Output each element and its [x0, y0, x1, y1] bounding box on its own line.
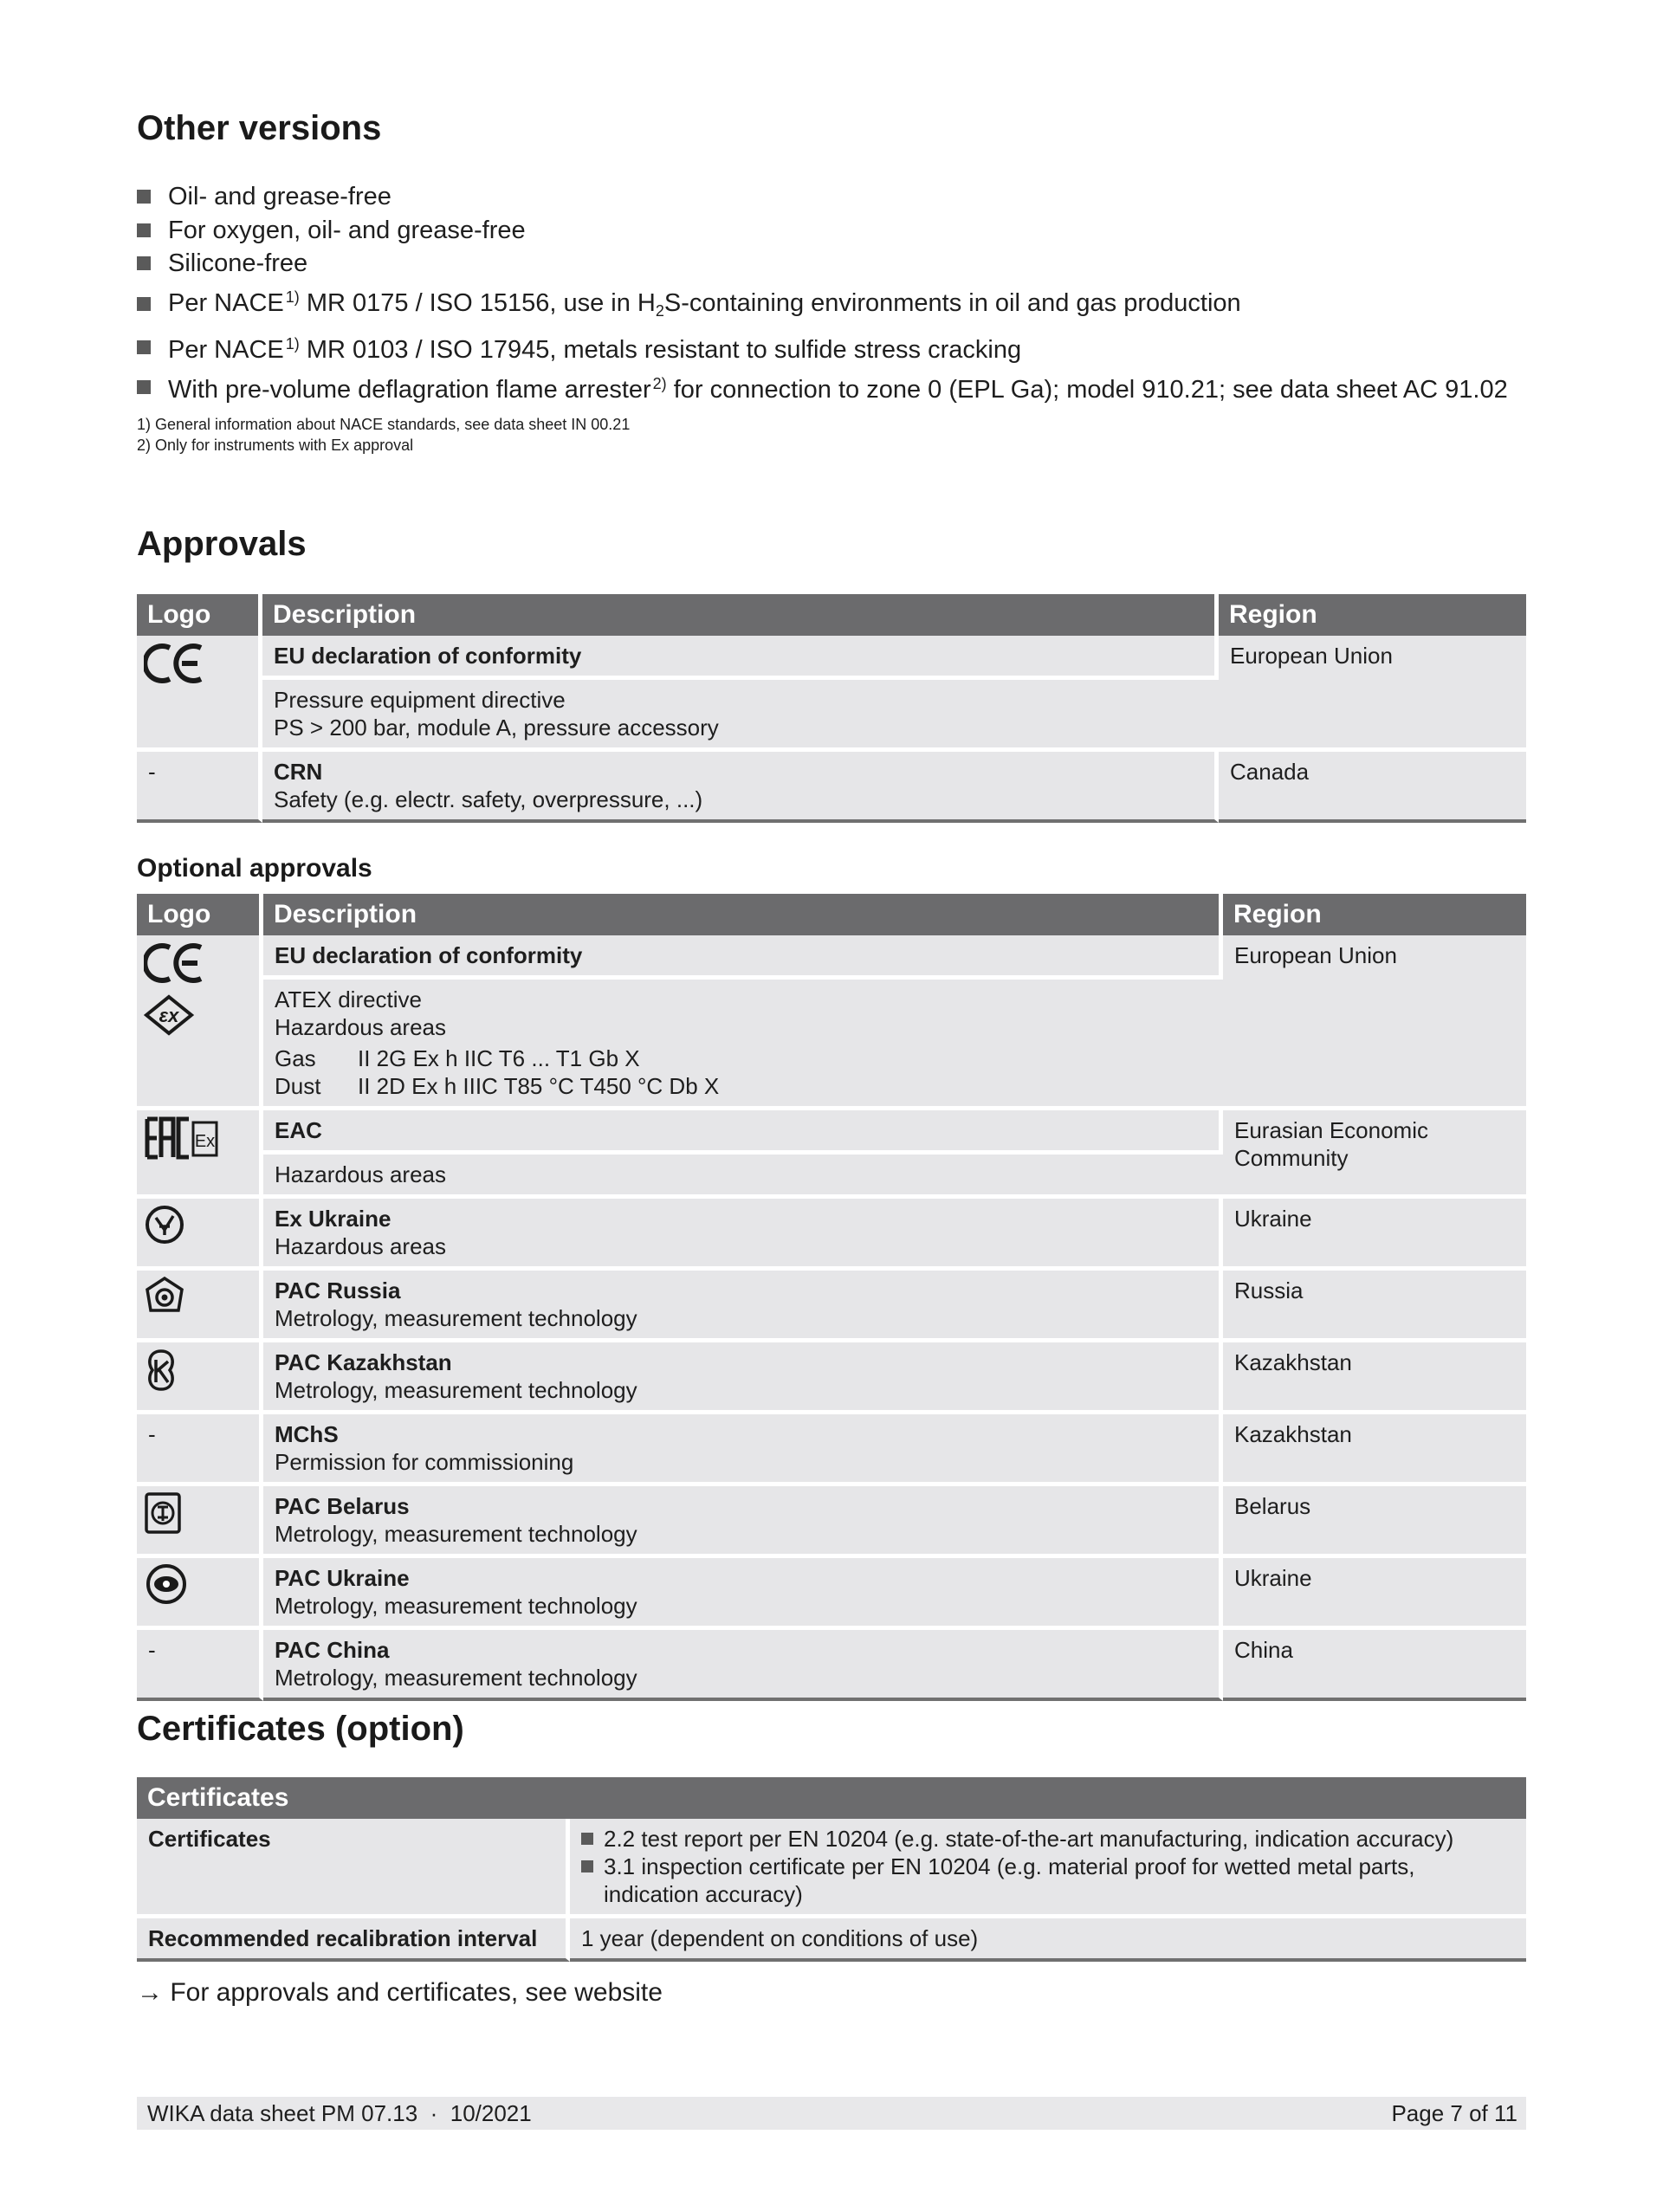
bullet-square-icon [137, 380, 151, 394]
bullet-square-icon [137, 190, 151, 204]
column-header-region: Region [1219, 594, 1526, 636]
table-row [137, 1110, 1526, 1155]
svg-text:Ex: Ex [194, 1132, 216, 1151]
row-label: Recommended recalibration interval [137, 1918, 570, 1962]
bullet-square-icon [137, 223, 151, 237]
list-item: With pre-volume deflagration flame arrester $^{2)}$ for connection to zone 0 (EPL Ga); model 910.21; see data sheet AC 91.02 [137, 367, 1508, 407]
logo-cell [137, 1486, 263, 1558]
region-cell: Kazakhstan [1223, 1342, 1526, 1414]
region-cell: China [1223, 1630, 1526, 1701]
column-header-logo: Logo [137, 594, 262, 636]
other-versions-heading: Other versions [137, 109, 382, 147]
logo-cell [137, 1558, 263, 1630]
logo-cell [137, 1271, 263, 1342]
page-footer [137, 2097, 1526, 2130]
bullet-square-icon [581, 1833, 593, 1845]
table-row [137, 1486, 1526, 1558]
description-cell: PAC Ukraine Metrology, measurement technology [263, 1558, 1223, 1630]
table-row [137, 1414, 1526, 1486]
logo-cell: - [137, 752, 262, 823]
other-versions-list [137, 180, 1508, 407]
logo-cell: - [137, 1630, 263, 1701]
region-cell: European Union [1223, 935, 1526, 1110]
table-row [137, 1630, 1526, 1701]
description-cell: PAC Belarus Metrology, measurement technology [263, 1486, 1223, 1558]
table-row [137, 1199, 1526, 1271]
footer-document-id: WIKA data sheet PM 07.13 · 10/2021 [147, 2100, 532, 2126]
pac-kazakhstan-icon [144, 1348, 178, 1393]
certificates-heading: Certificates (option) [137, 1710, 464, 1748]
description-cell: Pressure equipment directive PS > 200 bar, module A, pressure accessory [262, 680, 1219, 752]
ukraine-ex-icon [144, 1204, 185, 1245]
optional-approvals-table [137, 894, 1526, 1701]
description-cell: ATEX directive Hazardous areas Gas II 2G Ex h IIC T6 ... T1 Gb X Dust II 2D Ex h IIIC T85 °C T450 °C Db X [263, 980, 1223, 1110]
list-item: Per NACE $^{1)}$ MR 0175 / ISO 15156, use in $H_2S$-containing environments in oil and gas production [137, 281, 1508, 328]
table-row [137, 1271, 1526, 1342]
region-cell: European Union [1219, 636, 1526, 752]
row-label: Certificates [137, 1819, 570, 1918]
description-cell: PAC Russia Metrology, measurement technology [263, 1271, 1223, 1342]
svg-text:εx: εx [159, 1005, 179, 1026]
approvals-heading: Approvals [137, 525, 307, 563]
row-value [570, 1819, 1526, 1918]
region-cell: Ukraine [1223, 1558, 1526, 1630]
region-cell: Eurasian Economic Community [1223, 1110, 1526, 1199]
column-header-description: Description [263, 894, 1223, 935]
table-row [137, 1918, 1526, 1962]
region-cell: Belarus [1223, 1486, 1526, 1558]
column-header-logo: Logo [137, 894, 263, 935]
table-row [137, 1819, 1526, 1918]
list-item: Silicone-free [137, 247, 1508, 281]
region-cell: Ukraine [1223, 1199, 1526, 1271]
region-cell: Kazakhstan [1223, 1414, 1526, 1486]
list-item: 2.2 test report per EN 10204 (e.g. state-of-the-art manufacturing, indication accuracy) [581, 1825, 1515, 1853]
description-title: EAC [263, 1110, 1223, 1155]
list-item: Oil- and grease-free [137, 180, 1508, 214]
approvals-table [137, 594, 1526, 823]
column-header-description: Description [262, 594, 1219, 636]
optional-approvals-heading: Optional approvals [137, 854, 372, 883]
description-title: EU declaration of conformity [263, 935, 1223, 980]
description-cell: PAC China Metrology, measurement technology [263, 1630, 1223, 1701]
bullet-square-icon [137, 297, 151, 311]
footnote-1: 1) General information about NACE standards, see data sheet IN 00.21 [137, 416, 631, 433]
atex-ex-icon [144, 994, 194, 1036]
pac-russia-icon [144, 1276, 185, 1317]
ce-mark-icon [144, 941, 206, 986]
column-header-certificates: Certificates [137, 1777, 1526, 1819]
column-header-region: Region [1223, 894, 1526, 935]
website-note: → For approvals and certificates, see website [137, 1978, 663, 2007]
table-row [137, 752, 1526, 823]
bullet-square-icon [137, 340, 151, 354]
table-row [137, 1342, 1526, 1414]
bullet-square-icon [137, 256, 151, 270]
logo-cell [137, 1110, 263, 1199]
certificates-table [137, 1777, 1526, 1962]
logo-cell [137, 1342, 263, 1414]
description-cell: Ex Ukraine Hazardous areas [263, 1199, 1223, 1271]
list-item: For oxygen, oil- and grease-free [137, 214, 1508, 248]
pac-ukraine-icon [144, 1563, 189, 1605]
description-title: EU declaration of conformity [262, 636, 1219, 680]
footer-page-number: Page 7 of 11 [1391, 2100, 1517, 2126]
region-cell: Russia [1223, 1271, 1526, 1342]
ce-mark-icon [144, 641, 206, 686]
list-item: Per NACE $^{1)}$ MR 0103 / ISO 17945, metals resistant to sulfide stress cracking [137, 327, 1508, 367]
table-row [137, 1558, 1526, 1630]
logo-cell [137, 636, 262, 752]
table-row [137, 636, 1526, 680]
logo-cell [137, 1199, 263, 1271]
description-cell: CRN Safety (e.g. electr. safety, overpressure, ...) [262, 752, 1219, 823]
region-cell: Canada [1219, 752, 1526, 823]
eac-ex-icon [144, 1116, 220, 1161]
footnotes [137, 414, 630, 456]
logo-cell: - [137, 1414, 263, 1486]
row-value: 1 year (dependent on conditions of use) [570, 1918, 1526, 1962]
description-cell: Hazardous areas [263, 1155, 1223, 1199]
bullet-square-icon [581, 1860, 593, 1872]
description-cell: PAC Kazakhstan Metrology, measurement technology [263, 1342, 1223, 1414]
footnote-2: 2) Only for instruments with Ex approval [137, 437, 414, 454]
pac-belarus-icon [144, 1491, 182, 1535]
logo-cell [137, 935, 263, 1110]
list-item: 3.1 inspection certificate per EN 10204 (e.g. material proof for wetted metal parts, indication accuracy) [581, 1853, 1515, 1908]
table-row [137, 935, 1526, 980]
description-cell: MChS Permission for commissioning [263, 1414, 1223, 1486]
